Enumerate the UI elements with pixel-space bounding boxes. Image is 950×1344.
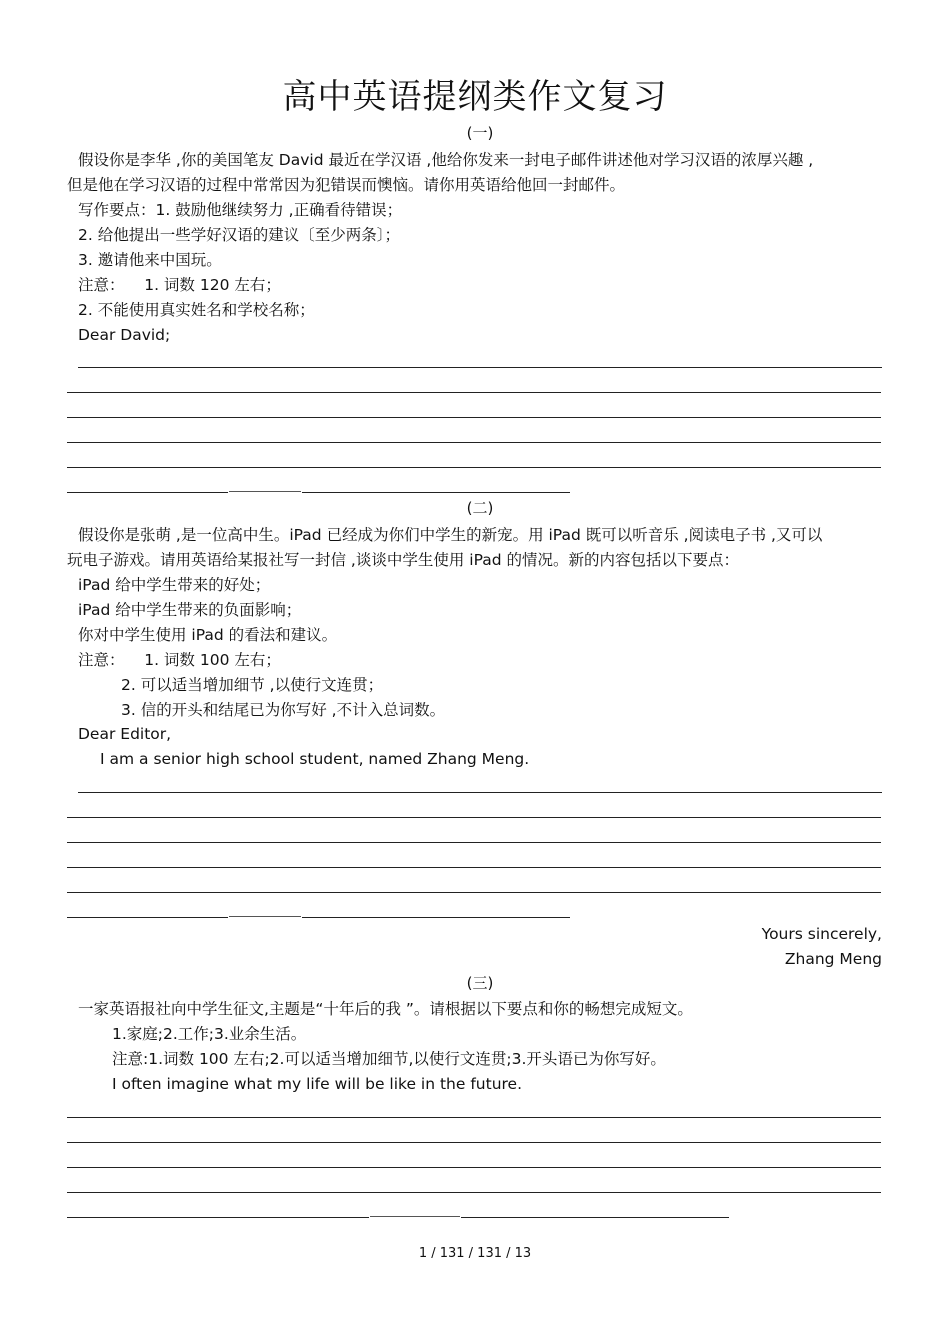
answer-line: [67, 417, 881, 418]
letter-signature: Zhang Meng: [784, 950, 882, 968]
section2-greeting: Dear Editor,: [78, 725, 172, 743]
letter-closing: Yours sincerely,: [761, 925, 882, 943]
section1-heading: (一): [466, 124, 494, 142]
answer-line: [67, 1117, 881, 1118]
section2-note1: 注意： 1. 词数 100 左右；: [78, 651, 281, 669]
answer-line: [78, 792, 882, 793]
section2-intro-line2: 玩电子游戏。请用英语给某报社写一封信 ,谈谈中学生使用 iPad 的情况。新的内容包括以下要点：: [67, 551, 740, 569]
answer-line: [67, 442, 881, 443]
section3-intro: 一家英语报社向中学生征文,主题是“十年后的我 ”。请根据以下要点和你的畅想完成短文。: [78, 1000, 693, 1018]
answer-line: [67, 392, 881, 393]
page-number: 1 / 131 / 131 / 13: [418, 1246, 532, 1261]
section2-opening: I am a senior high school student, named Zhang Meng.: [100, 750, 530, 768]
section1-greeting: Dear David;: [78, 326, 171, 344]
section1-point3: 3. 邀请他来中国玩。: [78, 251, 222, 269]
section1-intro-line1: 假设你是李华 ,你的美国笔友 David 最近在学汉语 ,他给你发来一封电子邮件讲述他对学习汉语的浓厚兴趣 ,: [78, 151, 814, 169]
answer-line: [229, 491, 301, 492]
section2-intro-line1: 假设你是张萌 ,是一位高中生。iPad 已经成为你们中学生的新宠。用 iPad 既可以听音乐 ,阅读电子书 ,又可以: [78, 526, 823, 544]
section3-points: 1.家庭;2.工作;3.业余生活。: [112, 1025, 307, 1043]
answer-line: [67, 842, 881, 843]
section3-heading: (三): [466, 974, 494, 992]
answer-line: [67, 817, 881, 818]
section2-heading: (二): [466, 499, 494, 517]
section2-note2: 2. 可以适当增加细节 ,以使行文连贯；: [121, 676, 384, 694]
answer-line: [67, 467, 881, 468]
section1-note2: 2. 不能使用真实姓名和学校名称；: [78, 301, 315, 319]
answer-line: [67, 1142, 881, 1143]
answer-line: [229, 916, 301, 917]
section2-point1: iPad 给中学生带来的好处；: [78, 576, 271, 594]
section2-point3: 你对中学生使用 iPad 的看法和建议。: [78, 626, 338, 644]
answer-line: [67, 892, 881, 893]
section1-note1: 注意： 1. 词数 120 左右；: [78, 276, 281, 294]
answer-line: [67, 1192, 881, 1193]
answer-line: [67, 867, 881, 868]
answer-line: [67, 492, 228, 493]
answer-line: [370, 1216, 460, 1217]
section3-note: 注意:1.词数 100 左右;2.可以适当增加细节,以使行文连贯;3.开头语已为你写好。: [112, 1050, 666, 1068]
section2-note3: 3. 信的开头和结尾已为你写好 ,不计入总词数。: [121, 701, 446, 719]
section1-point2: 2. 给他提出一些学好汉语的建议〔至少两条〕；: [78, 226, 400, 244]
answer-line: [67, 1167, 881, 1168]
answer-line: [78, 367, 882, 368]
document-title: 高中英语提纲类作文复习: [282, 77, 668, 117]
section2-point2: iPad 给中学生带来的负面影响；: [78, 601, 302, 619]
answer-line: [67, 917, 228, 918]
section1-point1: 写作要点：1. 鼓励他继续努力 ,正确看待错误；: [78, 201, 403, 219]
answer-line: [302, 492, 570, 493]
answer-line: [302, 917, 570, 918]
answer-line: [461, 1217, 729, 1218]
section3-opening: I often imagine what my life will be like in the future.: [112, 1075, 523, 1093]
answer-line: [67, 1217, 369, 1218]
section1-intro-line2: 但是他在学习汉语的过程中常常因为犯错误而懊恼。请你用英语给他回一封邮件。: [67, 176, 626, 194]
